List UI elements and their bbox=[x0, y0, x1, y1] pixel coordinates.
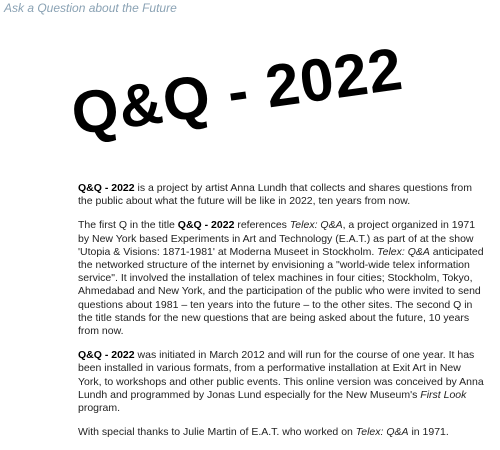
project-title-bold: Q&Q - 2022 bbox=[78, 349, 135, 362]
thanks-text-1: With special thanks to Julie Martin of E.A.T. who worked on bbox=[78, 426, 356, 439]
history-paragraph bbox=[78, 219, 486, 338]
history-text-2: references bbox=[234, 219, 290, 232]
intro-paragraph bbox=[78, 182, 486, 208]
thanks-paragraph bbox=[78, 426, 486, 439]
telex-title-italic: Telex: Q&A bbox=[377, 245, 430, 258]
thanks-text-2: in 1971. bbox=[408, 426, 449, 439]
first-look-italic: First Look bbox=[420, 388, 467, 401]
ask-question-link[interactable]: Ask a Question about the Future bbox=[4, 1, 177, 15]
history-text-3: , a project organized in 1971 by New York based Experiments in Art and Technology (E.A.T.) as part of at the show 'Utopia & Visions: 1871-1981' at Moderna Museet in Stockholm. bbox=[78, 219, 476, 258]
history-text-4: anticipated the networked structure of the internet by envisioning a "world-wide telex information service". It involved the installation of telex machines in four cities; Stockholm, Tokyo, Ahmedabad and New York, and the participation of the public who were invited to send questions about 1981 – ten years into the future – to the other sites. The second Q in the title stands for the new questions that are being asked about the future, 10 years from now. bbox=[78, 245, 484, 338]
intro-text: is a project by artist Anna Lundh that collects and shares questions from the public about what the future will be like in 2022, ten years from now. bbox=[78, 182, 472, 208]
project-title-bold: Q&Q - 2022 bbox=[177, 219, 235, 232]
telex-title-italic: Telex: Q&A bbox=[289, 219, 343, 232]
project-description bbox=[78, 182, 486, 450]
initiation-text-2: program. bbox=[78, 402, 121, 415]
logo-container bbox=[58, 34, 498, 166]
initiation-text-1: was initiated in March 2012 and will run for the course of one year. It has been installed in various formats, from a performative installation at Exit Art in New York, to workshops and other public events. This online version was conceived by Anna Lundh and programmed by Jonas Lund especially for the New Museum's bbox=[78, 349, 484, 401]
project-title-bold: Q&Q - 2022 bbox=[78, 182, 135, 194]
initiation-paragraph bbox=[78, 349, 486, 415]
project-logo: Q&Q - 2022 bbox=[67, 34, 407, 148]
telex-title-italic: Telex: Q&A bbox=[355, 426, 409, 439]
history-text-1: The first Q in the title bbox=[78, 219, 178, 232]
